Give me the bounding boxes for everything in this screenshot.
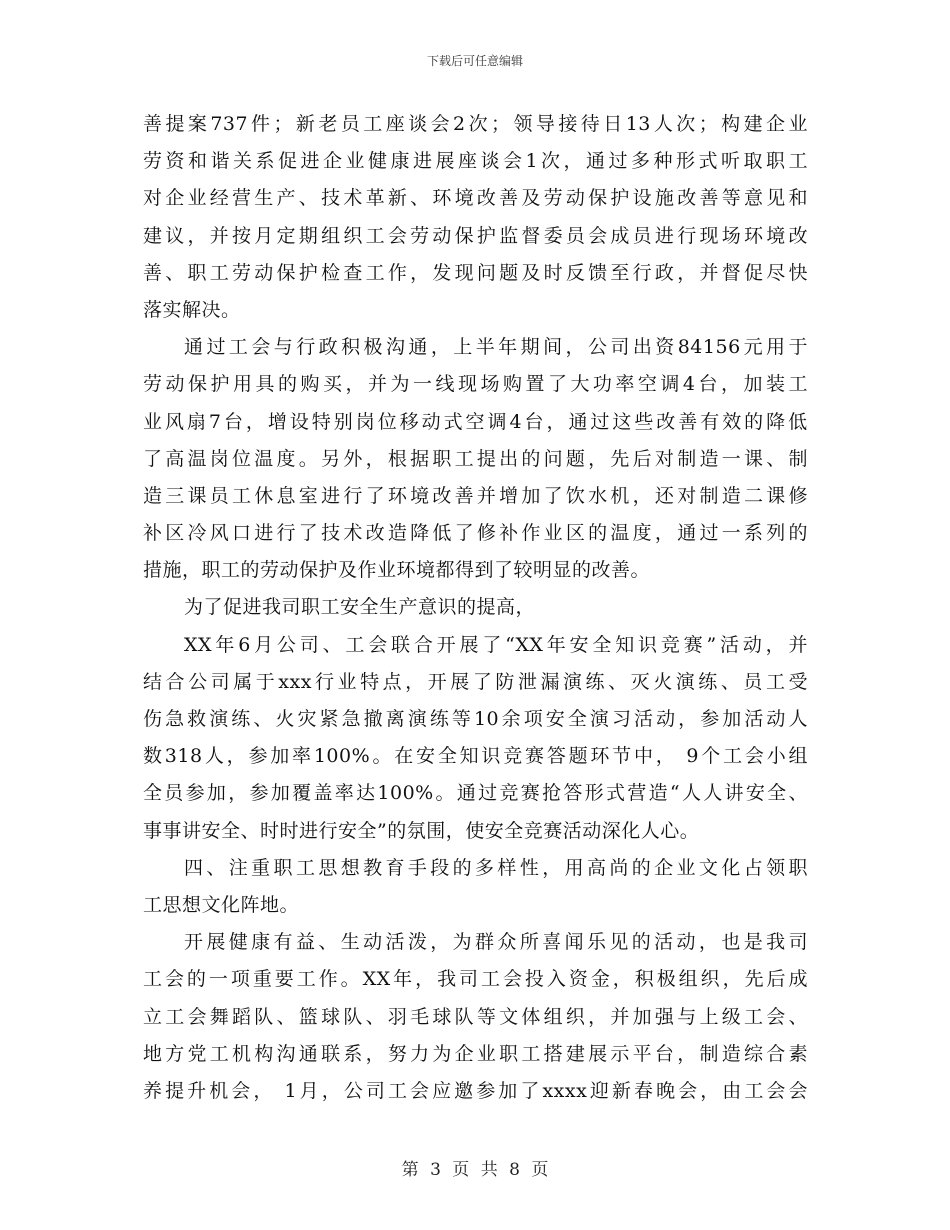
text-line: 善、职工劳动保护检查工作，发现问题及时反馈至行政，并督促尽快 — [143, 261, 808, 284]
text-line: 补区冷风口进行了技术改造降低了修补作业区的温度，通过一系列的 — [143, 522, 808, 545]
section-heading-line: 四、注重职工思想教育手段的多样性，用高尚的企业文化占领职 — [184, 856, 808, 879]
paragraph-first-line: 通过工会与行政积极沟通，上半年期间，公司出资84156元用于 — [184, 336, 808, 359]
text-line: 工会的一项重要工作。XX年，我司工会投入资金，积极组织，先后成 — [143, 968, 808, 991]
text-line: 劳资和谐关系促进企业健康进展座谈会1次，通过多种形式听取职工 — [143, 150, 808, 173]
paragraph-first-line: 为了促进我司职工安全生产意识的提高， — [184, 596, 536, 619]
text-line: 善提案737件；新老员工座谈会2次；领导接待日13人次；构建企业 — [143, 113, 808, 135]
text-line: 事事讲安全、时时进行安全”的氛围，使安全竞赛活动深化人心。 — [143, 819, 700, 842]
text-line: 对企业经营生产、技术革新、环境改善及劳动保护设施改善等意见和 — [143, 187, 808, 210]
text-line: 伤急救演练、火灾紧急撤离演练等10余项安全演习活动，参加活动人 — [143, 708, 808, 730]
document-body — [143, 106, 808, 1110]
page-number-footer: 第 3 页 共 8 页 — [401, 1160, 549, 1180]
text-line: 立工会舞蹈队、篮球队、羽毛球队等文体组织，并加强与上级工会、 — [143, 1005, 808, 1028]
section-heading-line: 工思想文化阵地。 — [143, 893, 300, 916]
text-line: 落实解决。 — [143, 298, 241, 321]
text-line: 全员参加，参加覆盖率达100%。通过竞赛抢答形式营造“人人讲安全、 — [143, 782, 808, 805]
text-line: 数318人，参加率100%。在安全知识竞赛答题环节中， 9个工会小组 — [143, 745, 808, 768]
paragraph-first-line: XX年6月公司、工会联合开展了“XX年安全知识竞赛”活动，并 — [184, 633, 808, 656]
text-line: 了高温岗位温度。另外，根据职工提出的问题，先后对制造一课、制 — [143, 447, 808, 470]
text-line: 地方党工机构沟通联系，努力为企业职工搭建展示平台，制造综合素 — [143, 1042, 808, 1065]
text-line: 造三课员工休息室进行了环境改善并增加了饮水机，还对制造二课修 — [143, 484, 808, 507]
text-line: 业风扇7台，增设特别岗位移动式空调4台，通过这些改善有效的降低 — [143, 410, 808, 433]
page-header: 下载后可任意编辑 — [426, 54, 523, 68]
text-line: 养提升机会， 1月，公司工会应邀参加了xxxx迎新春晚会，由工会会 — [143, 1079, 808, 1102]
text-line: 建议，并按月定期组织工会劳动保护监督委员会成员进行现场环境改 — [143, 224, 808, 247]
text-line: 结合公司属于xxx行业特点，开展了防泄漏演练、灭火演练、员工受 — [143, 670, 808, 693]
text-line: 措施，职工的劳动保护及作业环境都得到了较明显的改善。 — [143, 559, 651, 582]
paragraph-first-line: 开展健康有益、生动活泼，为群众所喜闻乐见的活动，也是我司 — [184, 931, 808, 954]
text-line: 劳动保护用具的购买，并为一线现场购置了大功率空调4台，加装工 — [143, 373, 808, 396]
